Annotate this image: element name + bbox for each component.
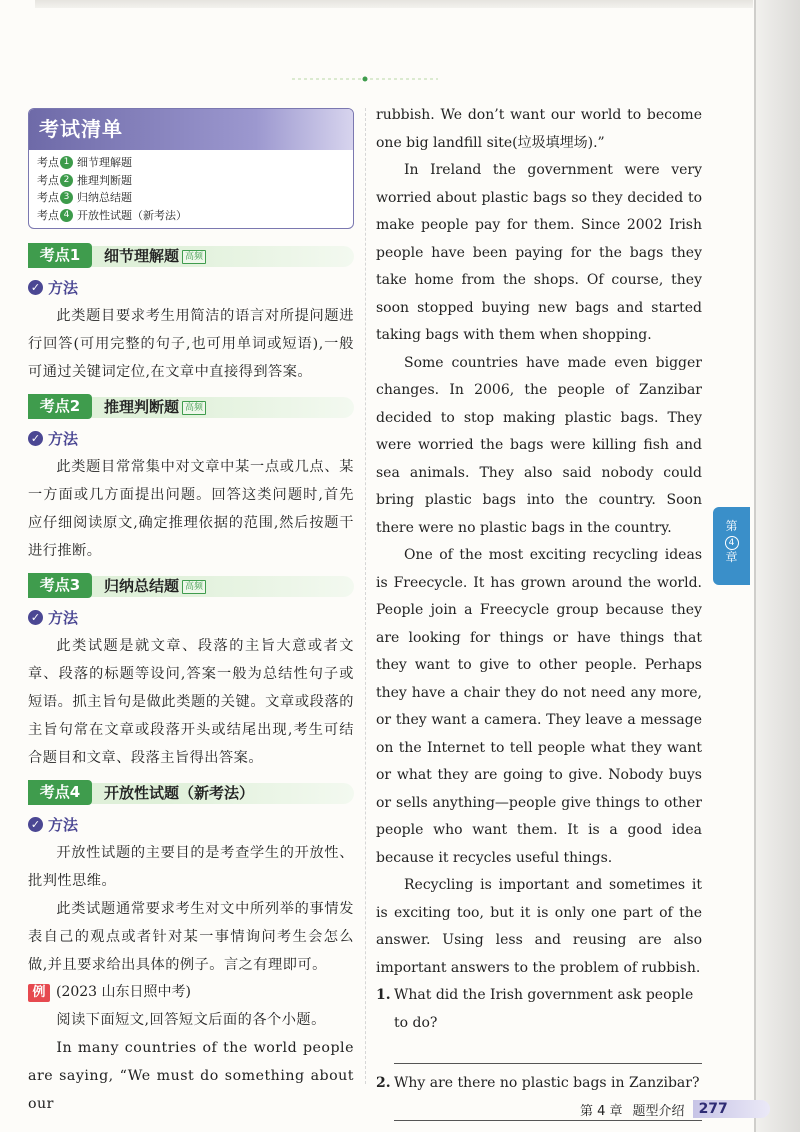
- example-instruction: 阅读下面短文,回答短文后面的各个小题。: [56, 1012, 326, 1028]
- section-title: [104, 576, 206, 597]
- frequency-badge: 高频: [182, 250, 206, 264]
- page-number: 277: [693, 1100, 770, 1118]
- section-title-text: 推理判断题: [104, 398, 180, 416]
- passage-paragraph: Some countries have made even bigger changes. In 2006, the people of Zanzibar decided to stop making plastic bags. They were worried the bags were killing fish and sea animals. They also said nobody could bring plastic bags into the country. Soon there were no plastic bags in the country.: [376, 354, 702, 536]
- question-number: 2.: [376, 1075, 391, 1091]
- section-title: [104, 397, 206, 418]
- method-label: 方法: [48, 278, 79, 297]
- chapter-tab-top: 第: [725, 519, 738, 533]
- frequency-badge: 高频: [182, 401, 206, 415]
- section-tag: 考点2: [28, 394, 92, 419]
- checklist-item-label: 归纳总结题: [77, 191, 132, 204]
- check-icon: ✓: [28, 431, 43, 446]
- checklist-item: [37, 154, 345, 172]
- checklist-item: [37, 172, 345, 190]
- checklist-item-prefix: 考点: [37, 156, 59, 169]
- number-badge: 1: [60, 156, 73, 169]
- exam-checklist: [28, 108, 354, 229]
- frequency-badge: 高频: [182, 580, 206, 594]
- footer-chapter: 第 4 章: [580, 1103, 623, 1119]
- passage-paragraph: In Ireland the government were very worried about plastic bags so they decided to make people pay for them. Since 2002 Irish people have been paying for the bags they take home from the shops. Of course, they soon stopped buying new bags and started taking bags with them when shopping.: [376, 162, 702, 343]
- method-label: 方法: [48, 608, 79, 627]
- footer-section: 题型介绍: [632, 1103, 685, 1119]
- method-text: 此类题目要求考生用简洁的语言对所提问题进行回答(可用完整的句子,也可用单词或短语),一般可通过关键词定位,在文章中直接得到答案。: [28, 308, 354, 380]
- checklist-item-prefix: 考点: [37, 191, 59, 204]
- question-text: Why are there no plastic bags in Zanzibar?: [394, 1075, 700, 1091]
- method-label: 方法: [48, 815, 79, 834]
- section-tag: 考点4: [28, 780, 92, 805]
- left-column: [28, 108, 354, 1118]
- passage-paragraph: rubbish. We don’t want our world to become one big landfill site(垃圾填埋场).”: [376, 107, 702, 151]
- section-tag: 考点1: [28, 243, 92, 268]
- section-tag: 考点3: [28, 573, 92, 598]
- check-icon: ✓: [28, 280, 43, 295]
- question: [376, 982, 702, 1037]
- checklist-item: [37, 207, 345, 225]
- example-header: [28, 979, 354, 1006]
- column-divider: [365, 108, 366, 1084]
- check-icon: ✓: [28, 610, 43, 625]
- chapter-tab-bottom: 章: [725, 550, 738, 564]
- passage-paragraph: Recycling is important and sometimes it is exciting too, but it is only one part of the answer. Using less and reusing are also important answers to the problem of rubbish.: [376, 877, 702, 976]
- method-text: 此类试题是就文章、段落的主旨大意或者文章、段落的标题等设问,答案一般为总结性句子或短语。抓主旨句是做此类题的关键。文章或段落的主旨句常在文章或段落开头或结尾出现,考生可结合题目和文章、段落主旨得出答案。: [28, 638, 354, 766]
- checklist-title: 考试清单: [29, 109, 353, 150]
- section-title-text: 归纳总结题: [104, 577, 180, 595]
- header-decoration: [292, 76, 438, 82]
- top-rule: [35, 0, 753, 8]
- checklist-item-prefix: 考点: [37, 173, 59, 187]
- method-heading: [28, 813, 354, 835]
- checklist-body: [29, 150, 353, 228]
- section-title-text: 细节理解题: [104, 247, 180, 265]
- method-heading: [28, 276, 354, 298]
- passage-start: In many countries of the world people are saying, “We must do something about our: [28, 1040, 354, 1112]
- question-text: What did the Irish government ask people to do?: [394, 987, 694, 1031]
- example-tag: 例: [28, 984, 50, 1002]
- chapter-tab-number: 4: [725, 536, 739, 550]
- checklist-item-label: 推理判断题: [77, 173, 132, 187]
- checklist-item-prefix: 考点: [37, 208, 59, 222]
- checklist-item-label: 开放性试题（新考法）: [77, 208, 187, 222]
- question: [376, 1070, 702, 1098]
- answer-line[interactable]: [394, 1037, 702, 1064]
- checklist-item: [37, 189, 345, 207]
- method-text: 此类题目常常集中对文章中某一点或几点、某一方面或几方面提出问题。回答这类问题时,首先应仔细阅读原文,确定推理依据的范围,然后按题干进行推断。: [28, 459, 354, 559]
- number-badge: 4: [60, 209, 73, 222]
- section-header-1: [28, 243, 354, 268]
- example-source: (2023 山东日照中考): [56, 984, 192, 1000]
- section-header-2: [28, 394, 354, 419]
- method-heading: [28, 606, 354, 628]
- passage-paragraph: One of the most exciting recycling ideas is Freecycle. It has grown around the world. People join a Freecycle group because they are looking for things or have things that they want to give to other people. Perhaps they have a chair they do not need any more, or they want a camera. They leave a message on the Internet to tell people what they want or what they are going to give. Nobody buys or sells anything—people give things to other people who want them. It is a good idea because it recycles useful things.: [376, 547, 702, 866]
- section-header-3: [28, 573, 354, 598]
- number-badge: 3: [60, 191, 73, 204]
- check-icon: ✓: [28, 817, 43, 832]
- page-edge: [754, 0, 800, 1132]
- method-text: 开放性试题的主要目的是考查学生的开放性、批判性思维。: [28, 845, 354, 889]
- checklist-item-label: 细节理解题: [77, 156, 132, 169]
- page-edge-line: [754, 0, 756, 1132]
- section-title: [104, 246, 206, 267]
- method-heading: [28, 427, 354, 449]
- section-title: [104, 783, 254, 804]
- method-text: 此类试题通常要求考生对文中所列举的事情发表自己的观点或者针对某一事情询问考生会怎么做,并且要求给出具体的例子。言之有理即可。: [28, 901, 354, 973]
- right-column: [376, 102, 702, 1127]
- section-header-4: [28, 780, 354, 805]
- page-footer: [580, 1097, 770, 1121]
- question-number: 1.: [376, 987, 391, 1003]
- chapter-tab: [713, 507, 750, 585]
- section-title-text: 开放性试题（新考法）: [104, 784, 255, 802]
- number-badge: 2: [60, 174, 73, 187]
- method-label: 方法: [48, 429, 79, 448]
